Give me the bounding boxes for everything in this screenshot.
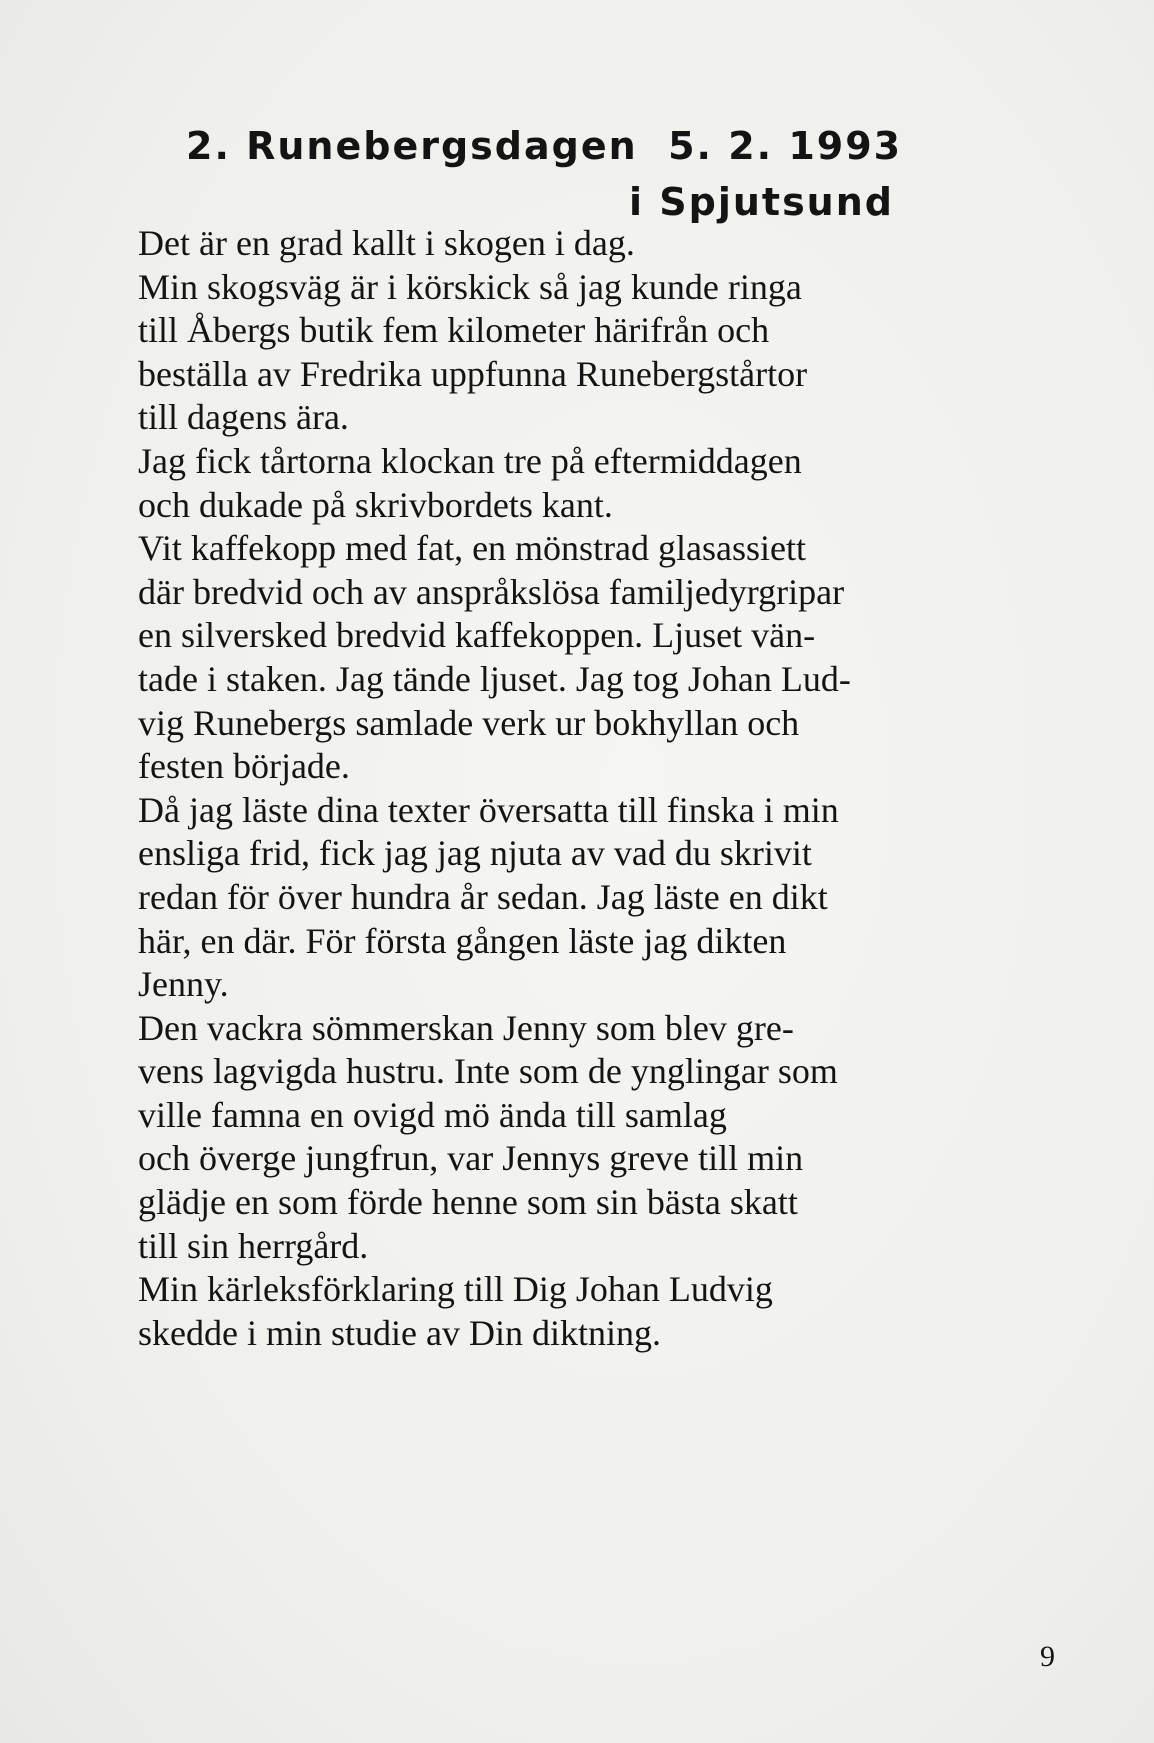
text-line: Vit kaffekopp med fat, en mönstrad glasassiett	[138, 528, 807, 569]
text-line: vens lagvigda hustru. Inte som de ynglingar som	[138, 1051, 838, 1092]
text-line: Den vackra sömmerskan Jenny som blev gre-	[138, 1007, 794, 1048]
text-line: Då jag läste dina texter översatta till finska i min	[138, 789, 839, 830]
text-line: och dukade på skrivbordets kant.	[138, 484, 613, 525]
text-line: till Åbergs butik fem kilometer härifrån och	[138, 310, 770, 351]
page-number: 9	[1040, 1640, 1055, 1673]
text-line: Min skogsväg är i körskick så jag kunde ringa	[138, 266, 802, 307]
text-line: vig Runebergs samlade verk ur bokhyllan och	[138, 702, 800, 743]
text-line: beställa av Fredrika uppfunna Runebergstårtor	[138, 353, 808, 394]
text-line: till sin herrgård.	[138, 1225, 369, 1266]
text-line: där bredvid och av anspråkslösa familjedyrgripar	[138, 571, 845, 612]
text-line: och överge jungfrun, var Jennys greve till min	[138, 1138, 804, 1179]
text-line: ville famna en ovigd mö ända till samlag	[138, 1094, 727, 1135]
chapter-location: i Spjutsund	[629, 180, 894, 224]
text-line: till dagens ära.	[138, 397, 349, 438]
text-line: Jenny.	[138, 964, 229, 1005]
chapter-title: 2. Runebergsdagen 5. 2. 1993	[186, 124, 903, 168]
text-line: skedde i min studie av Din diktning.	[138, 1312, 661, 1353]
body-text	[138, 222, 998, 1355]
text-line: ensliga frid, fick jag jag njuta av vad du skrivit	[138, 833, 812, 874]
text-line: Min kärleksförklaring till Dig Johan Ludvig	[138, 1269, 773, 1310]
text-line: glädje en som förde henne som sin bästa skatt	[138, 1182, 798, 1223]
text-line: festen började.	[138, 746, 350, 787]
text-line: tade i staken. Jag tände ljuset. Jag tog Johan Lud-	[138, 658, 851, 699]
text-line: redan för över hundra år sedan. Jag läste en dikt	[138, 876, 828, 917]
text-line: Det är en grad kallt i skogen i dag.	[138, 223, 635, 263]
text-line: här, en där. För första gången läste jag dikten	[138, 920, 787, 961]
chapter-heading	[186, 118, 906, 230]
text-line: en silversked bredvid kaffekoppen. Ljuset vän-	[138, 615, 816, 656]
text-line: Jag fick tårtorna klockan tre på eftermiddagen	[138, 440, 802, 481]
